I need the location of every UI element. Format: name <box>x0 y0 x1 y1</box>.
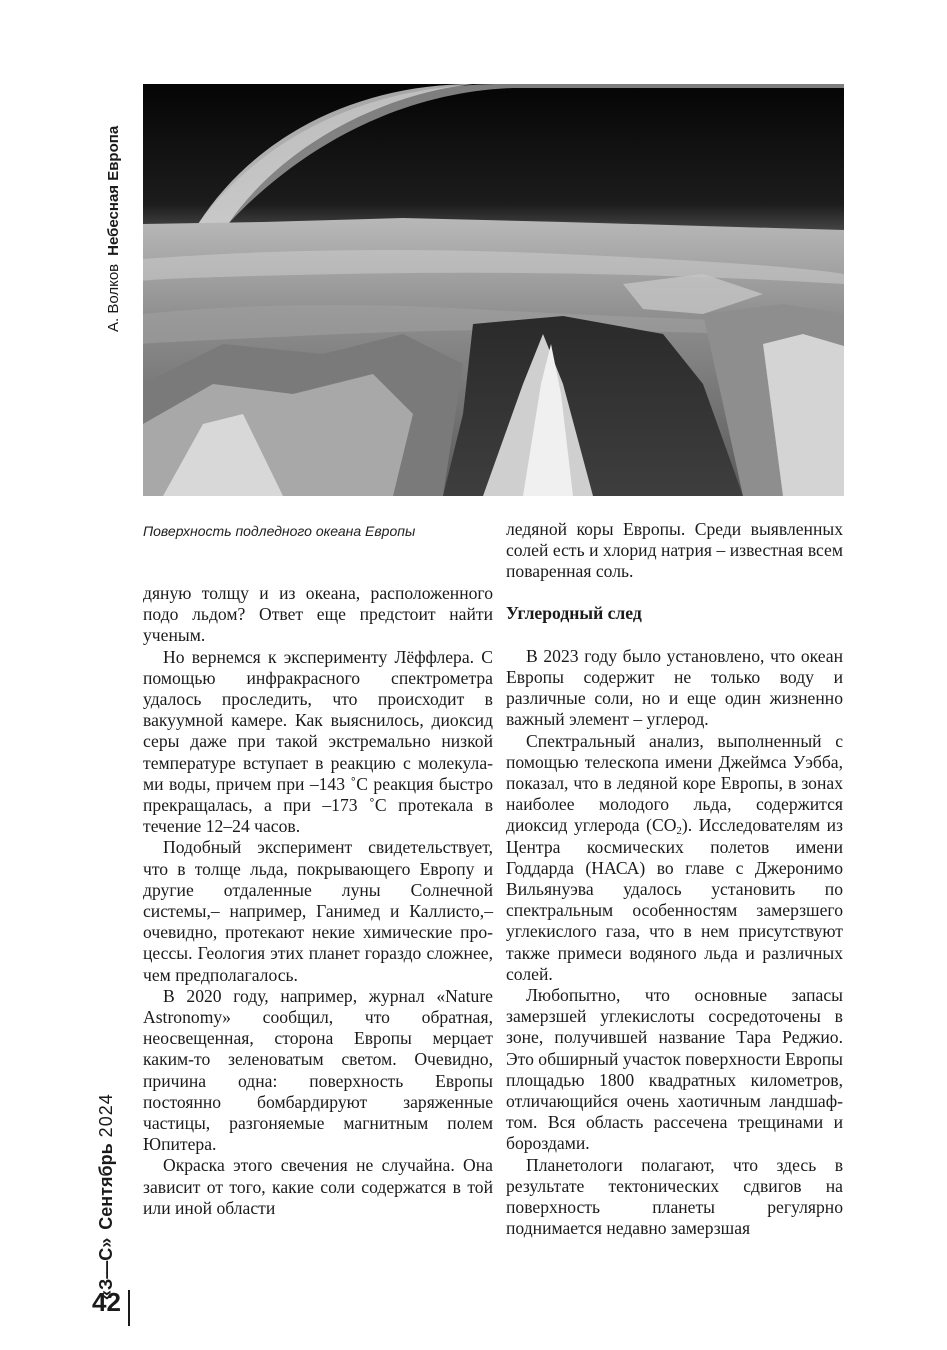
right-column <box>506 519 843 1240</box>
paragraph: Подобный эксперимент свидетельствует, что в толще льда, покрывающего Европу и другие отдаленные луны Солнечной системы,– например, Ганимед и Каллисто,– очевидно, протекают некие химические процессы. Геология этих планет гораздо сложнее, чем предполагалось. <box>143 837 493 985</box>
issue-year: 2024 <box>96 1093 116 1138</box>
page-number: 42 <box>92 1287 121 1317</box>
paragraph: Окраска этого свечения не случайна. Она зависит от того, какие соли содержатся в той или иной области <box>143 1155 493 1218</box>
europa-surface-photo <box>143 84 844 496</box>
footer-rule <box>128 1290 130 1326</box>
paragraph: В 2020 году, например, журнал «Nature Astronomy» сообщил, что обратная, неосвещенная, сторона Европы мерцает каким-то зеленоватым светом. Очевидно, причина одна: поверхность Европы постоянно бомбардируют заряженные частицы, разгоняемые магнитным полем Юпитера. <box>143 985 493 1155</box>
paragraph-co2 <box>506 731 843 985</box>
footer-magazine-info <box>90 1040 122 1300</box>
paragraph: Но вернемся к эксперименту Лёффлера. С помощью инфракрасного спектрометра удалось проследить, что происходит в вакуумной камере. Как выяснилось, диоксид серы даже при такой экстремально низкой температуре вступает в реакцию с молекулами воды, причем при –143 ˚C реакция быстро прекращалась, а при –173 ˚C протекала в течение 12–24 часов. <box>143 646 493 837</box>
paragraph: ледяной коры Европы. Среди выявленных солей есть и хлорид натрия – известная всем поваренная соль. <box>506 519 843 582</box>
subscript: 2 <box>676 825 682 838</box>
paragraph: Любопытно, что основные запасы замерзшей углекислоты сосредоточены в зоне, получившей название Тара Реджио. Это обширный участок поверхности Европы площадью 1800 квадратных километров, отличающийся очень хаотичным ландшафтом. Вся область рассечена трещинами и бороздами. <box>506 985 843 1154</box>
section-heading: Углеродный след <box>506 602 642 623</box>
running-head-rubric: Небесная Европа <box>105 125 122 256</box>
text-run: Спектральный анализ, выполненный с помощью телескопа имени Джеймса Уэбба, показал, что в ледяной коре Европы, в зонах наиболее молодого льда, содержится диоксид углерода (CO <box>506 730 843 836</box>
paragraph: В 2023 году было установлено, что океан Европы содержит не только воду и различные соли, но и еще один жизненно важный элемент – углерод. <box>506 645 843 730</box>
text-run: ). Исследователям из Центра космических полетов имени Годдарда (НАСА) во главе с Джеронимо Вильянуэва удалось установить по спектральным особенностям замерзшего углекислого газа, что в нем присутствуют также примеси водяного льда и различных солей. <box>506 815 843 984</box>
running-head-author: А. Волков <box>105 263 122 332</box>
running-head <box>104 82 124 332</box>
paragraph: дяную толщу и из океана, расположенного подо льдом? Ответ еще предстоит найти ученым. <box>143 583 493 646</box>
left-column <box>143 583 493 1219</box>
magazine-name: «З—С» <box>96 1237 116 1300</box>
figure-caption: Поверхность подледного океана Европы <box>143 523 416 539</box>
paragraph: Планетологи полагают, что здесь в результате тектонических сдвигов на поверхность планеты регулярно поднимается недавно замерзшая <box>506 1154 843 1239</box>
issue-month: Сентябрь <box>96 1143 116 1230</box>
